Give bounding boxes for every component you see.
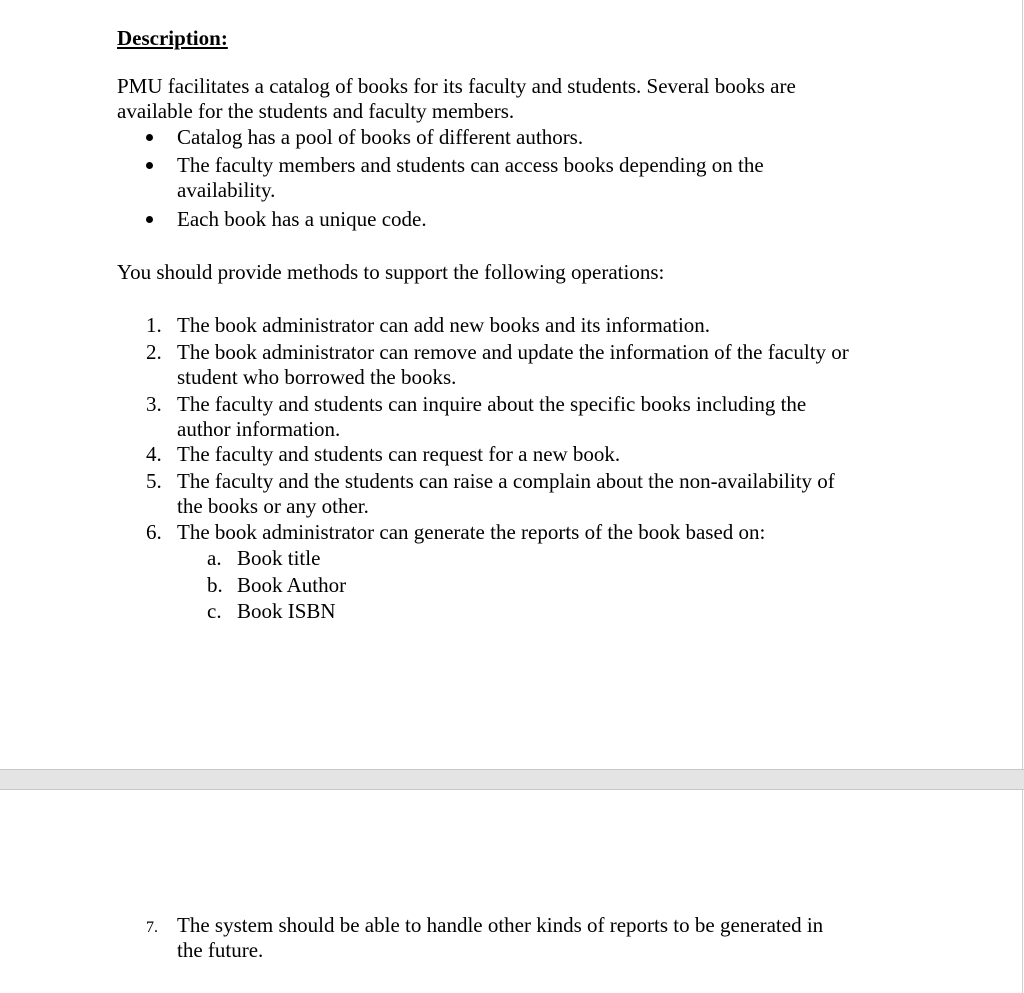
operation-text-continued: author information.	[177, 417, 341, 441]
bullet-text-continued: availability.	[177, 178, 276, 202]
bullet-dot-icon	[146, 162, 153, 169]
bullet-text: The faculty members and students can access books depending on the	[177, 153, 764, 177]
operation-text: The faculty and students can request for a new book.	[177, 442, 621, 466]
bullet-text: Catalog has a pool of books of different authors.	[177, 125, 584, 149]
operation-number: 4.	[146, 442, 162, 466]
operation-text: The book administrator can add new books and its information.	[177, 313, 711, 337]
operation-text: The book administrator can remove and update the information of the faculty or	[177, 340, 849, 364]
operations-intro: You should provide methods to support the following operations:	[117, 260, 665, 284]
report-option-label: Book ISBN	[237, 599, 336, 623]
intro-paragraph-line-2: available for the students and faculty members.	[117, 99, 515, 123]
operation-text: The faculty and students can inquire about the specific books including the	[177, 392, 807, 416]
report-option-label: Book title	[237, 546, 321, 570]
bullet-dot-icon	[146, 134, 153, 141]
report-option-letter: c.	[207, 599, 222, 623]
operation-text-continued: the future.	[177, 938, 264, 962]
operation-number: 7.	[146, 919, 158, 936]
operation-number: 1.	[146, 313, 162, 337]
operation-number: 3.	[146, 392, 162, 416]
operation-text-continued: student who borrowed the books.	[177, 365, 457, 389]
intro-paragraph-line-1: PMU facilitates a catalog of books for its faculty and students. Several books are	[117, 74, 796, 98]
operation-text: The system should be able to handle other kinds of reports to be generated in	[177, 913, 824, 937]
bullet-text: Each book has a unique code.	[177, 207, 427, 231]
operation-text: The faculty and the students can raise a complain about the non-availability of	[177, 469, 835, 493]
report-option-letter: a.	[207, 546, 222, 570]
bullet-dot-icon	[146, 216, 153, 223]
description-heading: Description:	[117, 26, 228, 50]
operation-number: 6.	[146, 520, 162, 544]
operation-text-continued: the books or any other.	[177, 494, 369, 518]
operation-number: 2.	[146, 340, 162, 364]
operation-text: The book administrator can generate the reports of the book based on:	[177, 520, 766, 544]
operation-number: 5.	[146, 469, 162, 493]
report-option-letter: b.	[207, 573, 223, 597]
document-page-2	[0, 790, 1023, 993]
report-option-label: Book Author	[237, 573, 347, 597]
page-separator	[0, 769, 1024, 790]
